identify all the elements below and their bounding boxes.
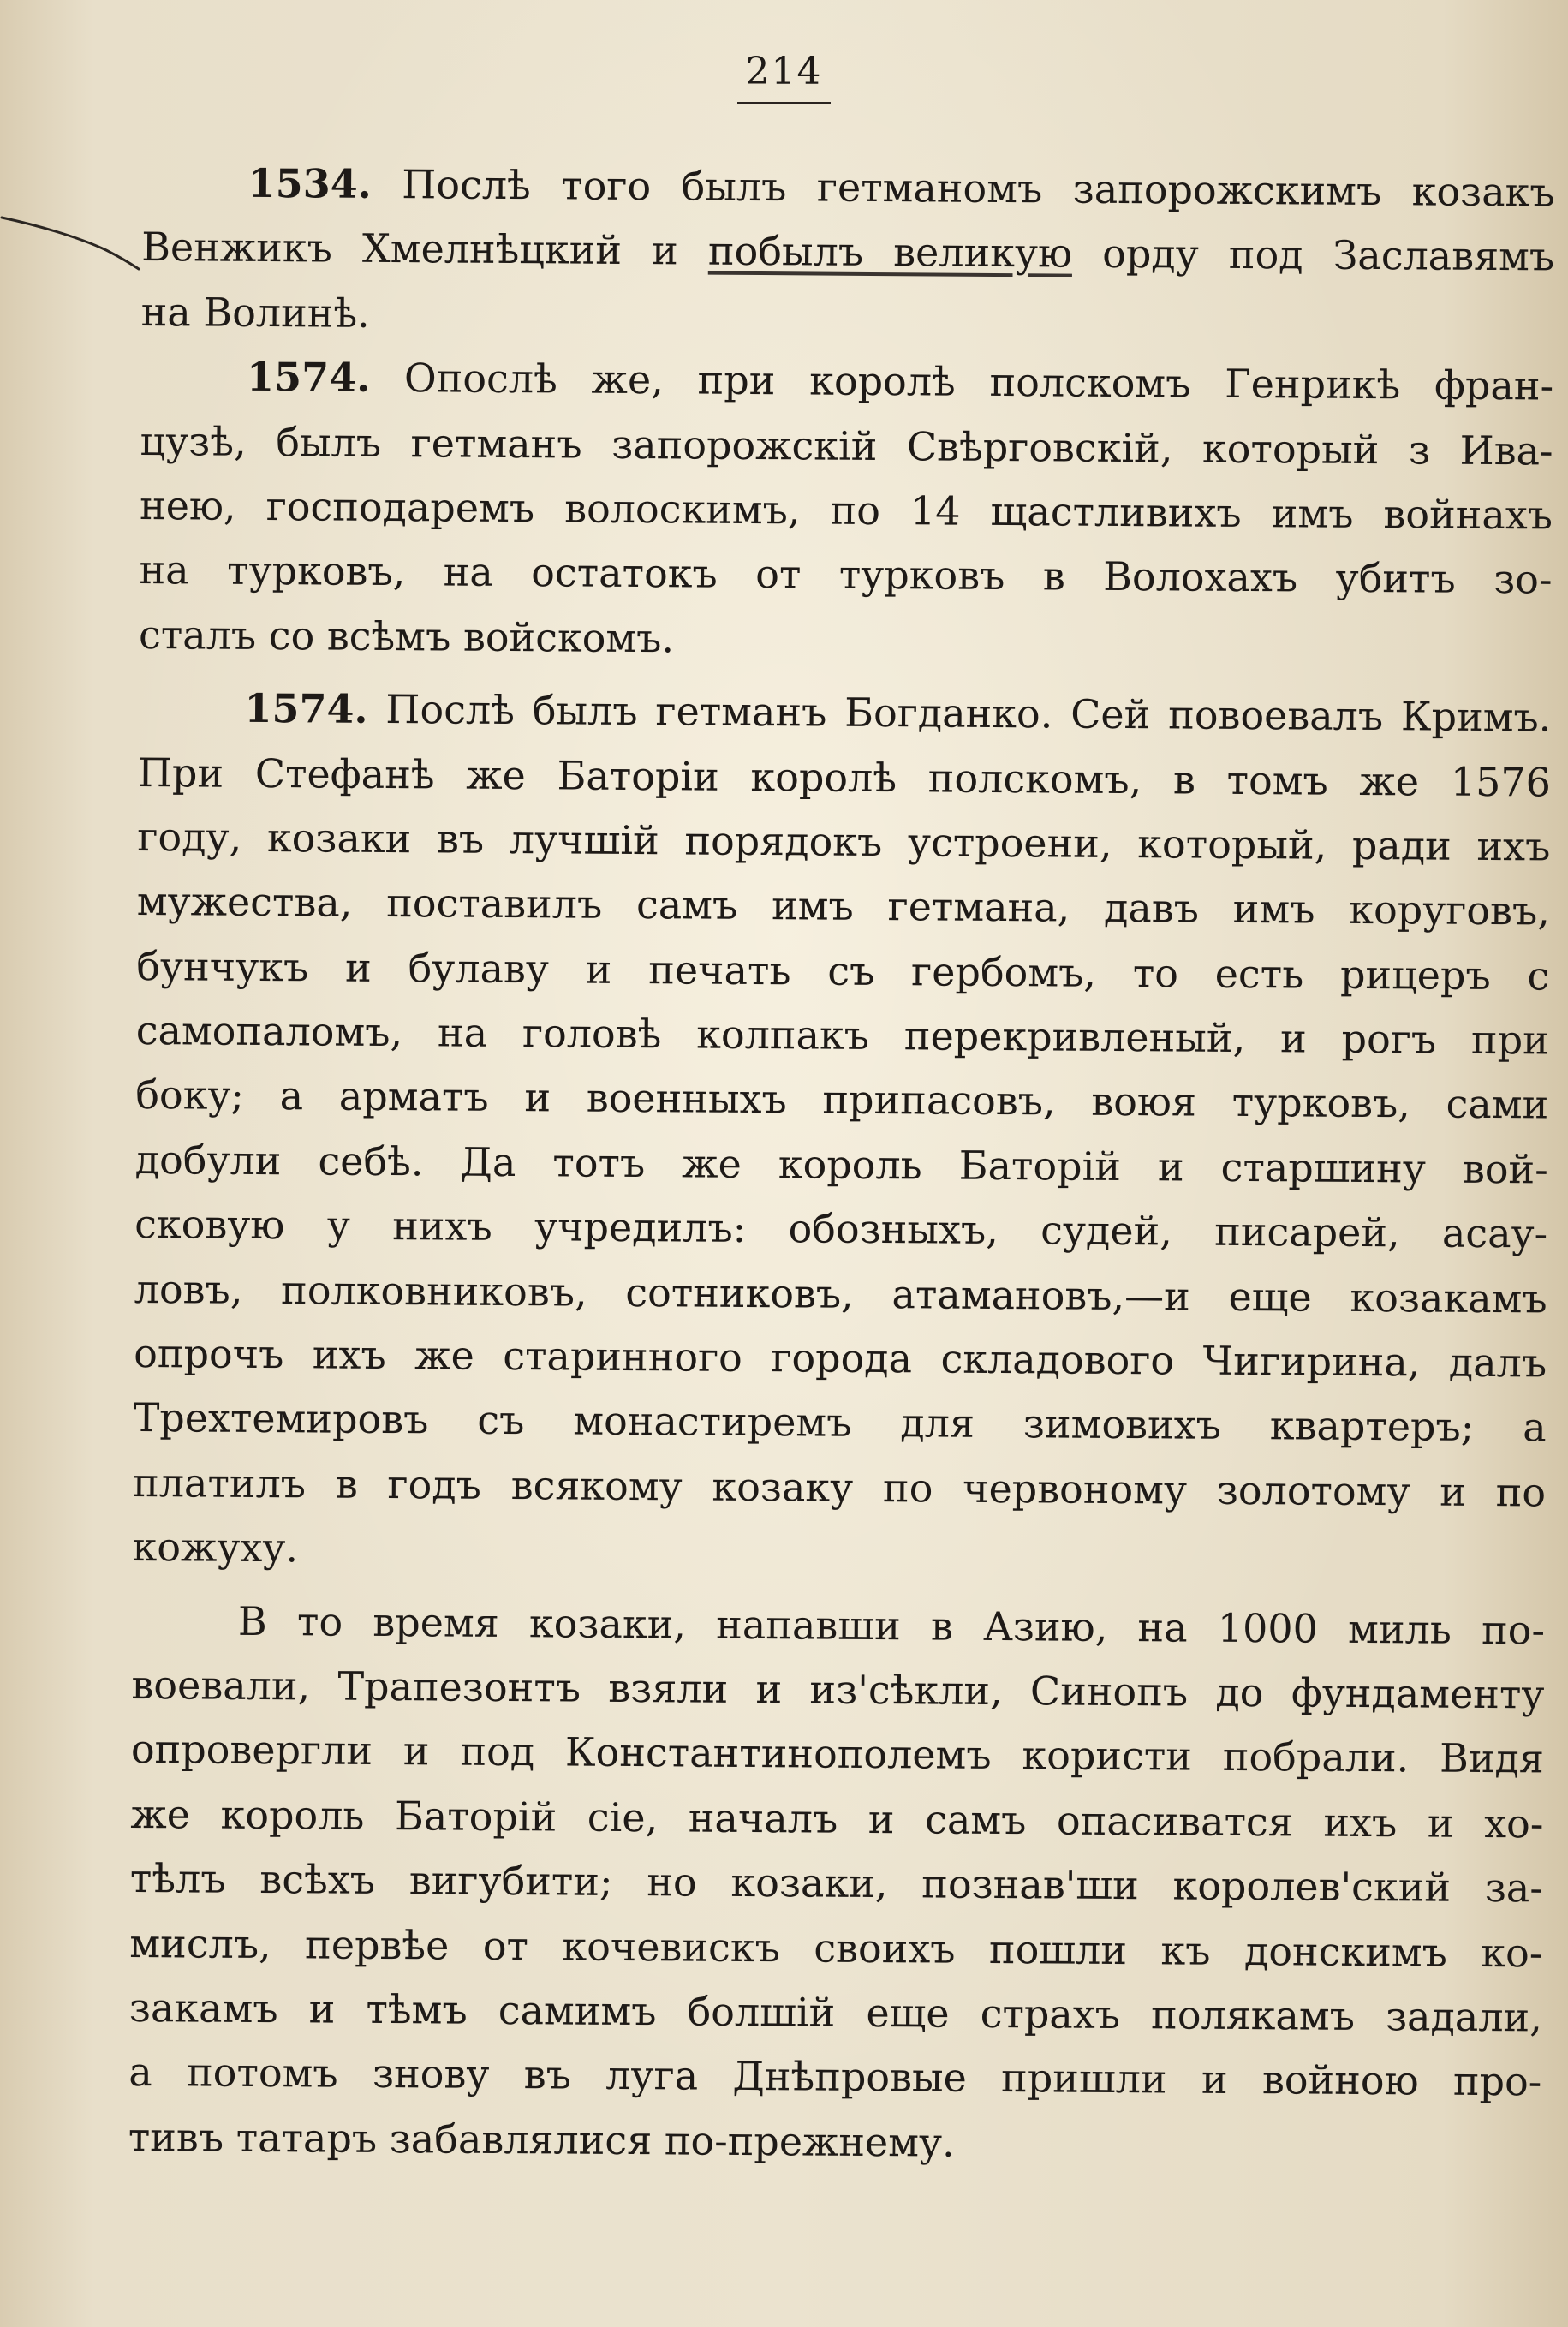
text-line: воевали, Трапезонтъ взяли и из'сѣкли, Синопъ до фундаменту <box>131 1661 1545 1718</box>
text-line: на Волинѣ. <box>140 288 370 337</box>
text-line: тивъ татаръ забавлялися по-прежнему. <box>128 2113 955 2166</box>
text-line: Трехтемировъ съ монастиремъ для зимовихъ квартеръ; а <box>133 1394 1547 1451</box>
text-line: нею, господаремъ волоскимъ, по 14 щастливихъ имъ войнахъ <box>139 481 1553 539</box>
text-line: мислъ, первѣе от кочевискъ своихъ пошли къ донскимъ ко- <box>129 1919 1543 1977</box>
text-line: же король Баторій сіе, началъ и самъ опасиватся ихъ и хо- <box>130 1790 1544 1847</box>
text-line: самопаломъ, на головѣ колпакъ перекривленый, и рогъ при <box>135 1007 1549 1064</box>
text-line: ловъ, полковниковъ, сотниковъ, атамановъ,—и еще козакамъ <box>134 1265 1547 1322</box>
text-line: бунчукъ и булаву и печать съ гербомъ, то есть рицеръ с <box>136 942 1550 999</box>
text-line: кожуху. <box>132 1524 299 1572</box>
margin-pencil-mark <box>0 212 146 281</box>
underlined-phrase: побылъ великую <box>707 228 1073 277</box>
paragraph-asia <box>128 1589 1546 2180</box>
text-line: сковую у нихъ учредилъ: обозныхъ, судей, писарей, асау- <box>134 1201 1548 1257</box>
text-line: закамъ и тѣмъ самимъ болшій еще страхъ полякамъ задали, <box>128 1984 1543 2041</box>
paragraph-1574-a <box>139 344 1554 677</box>
year-label: 1574. <box>244 684 368 732</box>
text-line: платилъ в годъ всякому козаку по червоному золотому и по <box>132 1459 1547 1516</box>
text-line: В то время козаки, напавши в Азию, на 1000 миль по- <box>237 1597 1546 1654</box>
text-line: опровергли и под Константинополемъ користи побрали. Видя <box>130 1726 1545 1782</box>
text-line: на турковъ, на остатокъ от турковъ в Волохахъ убитъ зо- <box>139 546 1553 603</box>
text-line: а потомъ знову въ луга Днѣпровые пришли и войною про- <box>128 2049 1542 2105</box>
paragraph-1534 <box>140 151 1555 355</box>
paragraph-1574-b <box>132 676 1551 1590</box>
text-line: 1574. Опослѣ же, при королѣ полскомъ Генрикѣ фран- <box>246 354 1554 409</box>
text-line: сталъ со всѣмъ войскомъ. <box>138 611 675 662</box>
year-label: 1534. <box>247 159 372 207</box>
text-line: 1534. Послѣ того былъ гетманомъ запорожскимъ козакъ <box>247 159 1555 216</box>
text-line: мужества, поставилъ самъ имъ гетмана, давъ имъ коруговъ, <box>136 878 1551 934</box>
text-line: добули себѣ. Да тотъ же король Баторій и старшину вой- <box>134 1136 1548 1193</box>
text-line: году, козаки въ лучшій порядокъ устроени, который, ради ихъ <box>137 813 1551 870</box>
text-line: тѣлъ всѣхъ вигубити; но козаки, познав'ши королев'ский за- <box>129 1855 1544 1912</box>
text-line: цузѣ, былъ гетманъ запорожскій Свѣрговскій, который з Ива- <box>140 417 1553 474</box>
year-label: 1574. <box>246 354 371 402</box>
text-line: опрочъ ихъ же старинного города складового Чигирина, далъ <box>134 1329 1547 1387</box>
text-line: 1574. Послѣ былъ гетманъ Богданко. Сей повоевалъ Кримъ. <box>244 684 1552 741</box>
text-line: боку; а арматъ и военныхъ припасовъ, воюя турковъ, сами <box>135 1071 1549 1128</box>
page-text <box>128 151 1555 2180</box>
text-line: При Стефанѣ же Баторіи королѣ полскомъ, в томъ же 1576 <box>137 749 1552 806</box>
page-number <box>0 50 1568 104</box>
text-line: Венжикъ Хмелнѣцкий и побылъ великую орду под Заславямъ <box>141 224 1555 280</box>
page-number-text: 214 <box>737 50 832 104</box>
